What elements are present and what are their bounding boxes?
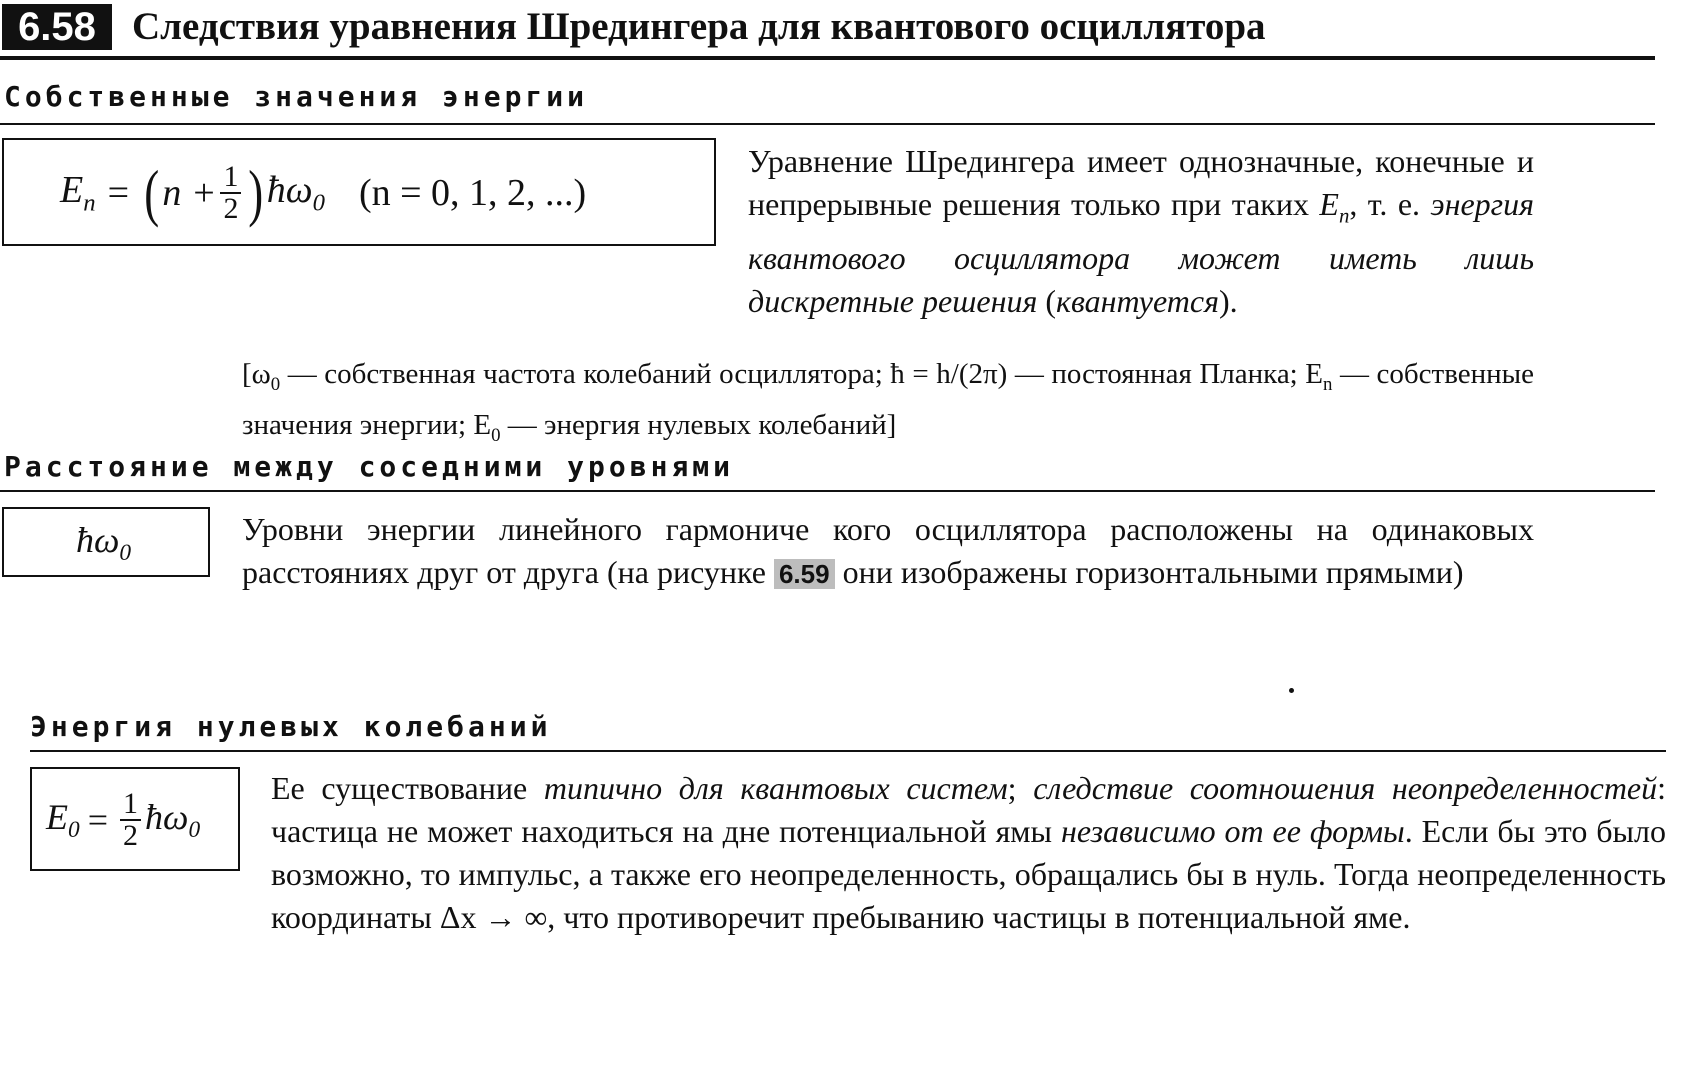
symbol-en: E xyxy=(1319,186,1339,222)
formula-n-plus: n + xyxy=(162,172,217,214)
section-divider xyxy=(0,490,1655,492)
section-divider xyxy=(30,750,1666,752)
hbar-omega: ħω xyxy=(266,169,313,212)
section-number-badge: 6.58 xyxy=(2,4,112,50)
formula-condition: (n = 0, 1, 2, ...) xyxy=(358,172,587,214)
text-span: ( xyxy=(1037,283,1056,320)
section-divider xyxy=(0,123,1655,125)
emphasis-text: типично для квантовых систем xyxy=(543,770,1008,806)
equals-sign: = xyxy=(107,172,129,214)
eigenvalues-description xyxy=(748,140,1534,323)
text-span: . Если бы это было возможно, то импульс, а также его неопределенность, обращались бы в нуль. Тогда неопределенность координаты Δx → ∞, что противоречит пребыванию частицы в потенциальной яме. xyxy=(271,813,1667,935)
formula-subscript: n xyxy=(83,189,96,217)
symbol-subscript: n xyxy=(1338,204,1350,228)
header-divider xyxy=(0,56,1655,60)
equals-sign: = xyxy=(87,800,109,840)
note-span: — энергия нулевых колебаний] xyxy=(500,408,897,441)
note-subscript: 0 xyxy=(270,373,281,395)
emphasis-text: энергия квантового осциллятора может иметь лишь дискретные решения xyxy=(748,186,1535,320)
figure-reference-link[interactable]: 6.59 xyxy=(774,559,835,589)
note-span: [ω xyxy=(242,358,271,390)
open-paren: ( xyxy=(144,157,160,228)
emphasis-text: квантуется xyxy=(1055,283,1219,320)
fraction-numerator: 1 xyxy=(220,162,241,194)
section-title-zero-point-energy: Энергия нулевых колебаний xyxy=(30,710,552,743)
close-paren: ) xyxy=(248,157,264,228)
level-spacing-formula xyxy=(76,519,131,567)
zero-point-energy-description xyxy=(271,767,1666,939)
fraction-denominator: 2 xyxy=(123,819,139,852)
text-span: ). xyxy=(1218,283,1238,320)
formula-symbol: E xyxy=(60,169,84,212)
formula-symbol: E xyxy=(46,796,68,837)
section-title-eigenvalues: Собственные значения энергии xyxy=(4,80,589,113)
text-span: Уровни энергии линейного гармониче кого осциллятора расположены на одинаковых расстояниях друг от друга (на рисунке xyxy=(242,511,1534,590)
text-span: Уравнение Шредингера имеет однозначные, конечные и непрерывные решения только при таких xyxy=(748,143,1534,222)
stray-dot xyxy=(1289,688,1294,693)
section-title-level-spacing: Расстояние между соседними уровнями xyxy=(4,450,735,483)
omega-subscript: 0 xyxy=(312,189,325,217)
formula-subscript: 0 xyxy=(68,817,80,844)
text-span: они изображены горизонтальными прямыми) xyxy=(834,554,1464,590)
note-subscript: 0 xyxy=(491,424,501,446)
symbols-legend-note xyxy=(242,354,1534,456)
text-span: ; xyxy=(1007,770,1034,806)
hbar-omega: ħω xyxy=(76,520,120,560)
fraction-one-half xyxy=(220,162,241,224)
energy-levels-formula xyxy=(60,148,586,238)
fraction-one-half xyxy=(120,789,141,851)
formula-box-zero-point-energy xyxy=(30,767,240,871)
note-subscript: n xyxy=(1323,373,1333,395)
fraction-numerator: 1 xyxy=(120,789,141,821)
emphasis-text: независимо от ее формы xyxy=(1060,813,1405,849)
omega-subscript: 0 xyxy=(119,540,132,567)
fraction-denominator: 2 xyxy=(223,192,239,225)
hbar-omega: ħω xyxy=(145,796,189,837)
zero-point-energy-formula xyxy=(46,777,200,863)
formula-box-energy-levels xyxy=(2,138,716,246)
note-span: — собственная частота колебаний осциллятора; ħ = h/(2π) — постоянная Планка; E xyxy=(280,358,1324,390)
note-span: — собственные значения энергии; E xyxy=(242,358,1534,441)
text-span: , т. е. xyxy=(1349,186,1431,222)
formula-box-level-spacing xyxy=(2,507,210,577)
text-span: Ее существование xyxy=(271,770,544,806)
emphasis-text: следствие соотношения неопределенностей xyxy=(1033,770,1658,806)
level-spacing-description xyxy=(242,508,1534,596)
text-span: : частица не может находиться на дне потенциальной ямы xyxy=(271,770,1667,849)
omega-subscript: 0 xyxy=(188,817,201,844)
page-title: Следствия уравнения Шредингера для квантового осциллятора xyxy=(132,5,1266,48)
